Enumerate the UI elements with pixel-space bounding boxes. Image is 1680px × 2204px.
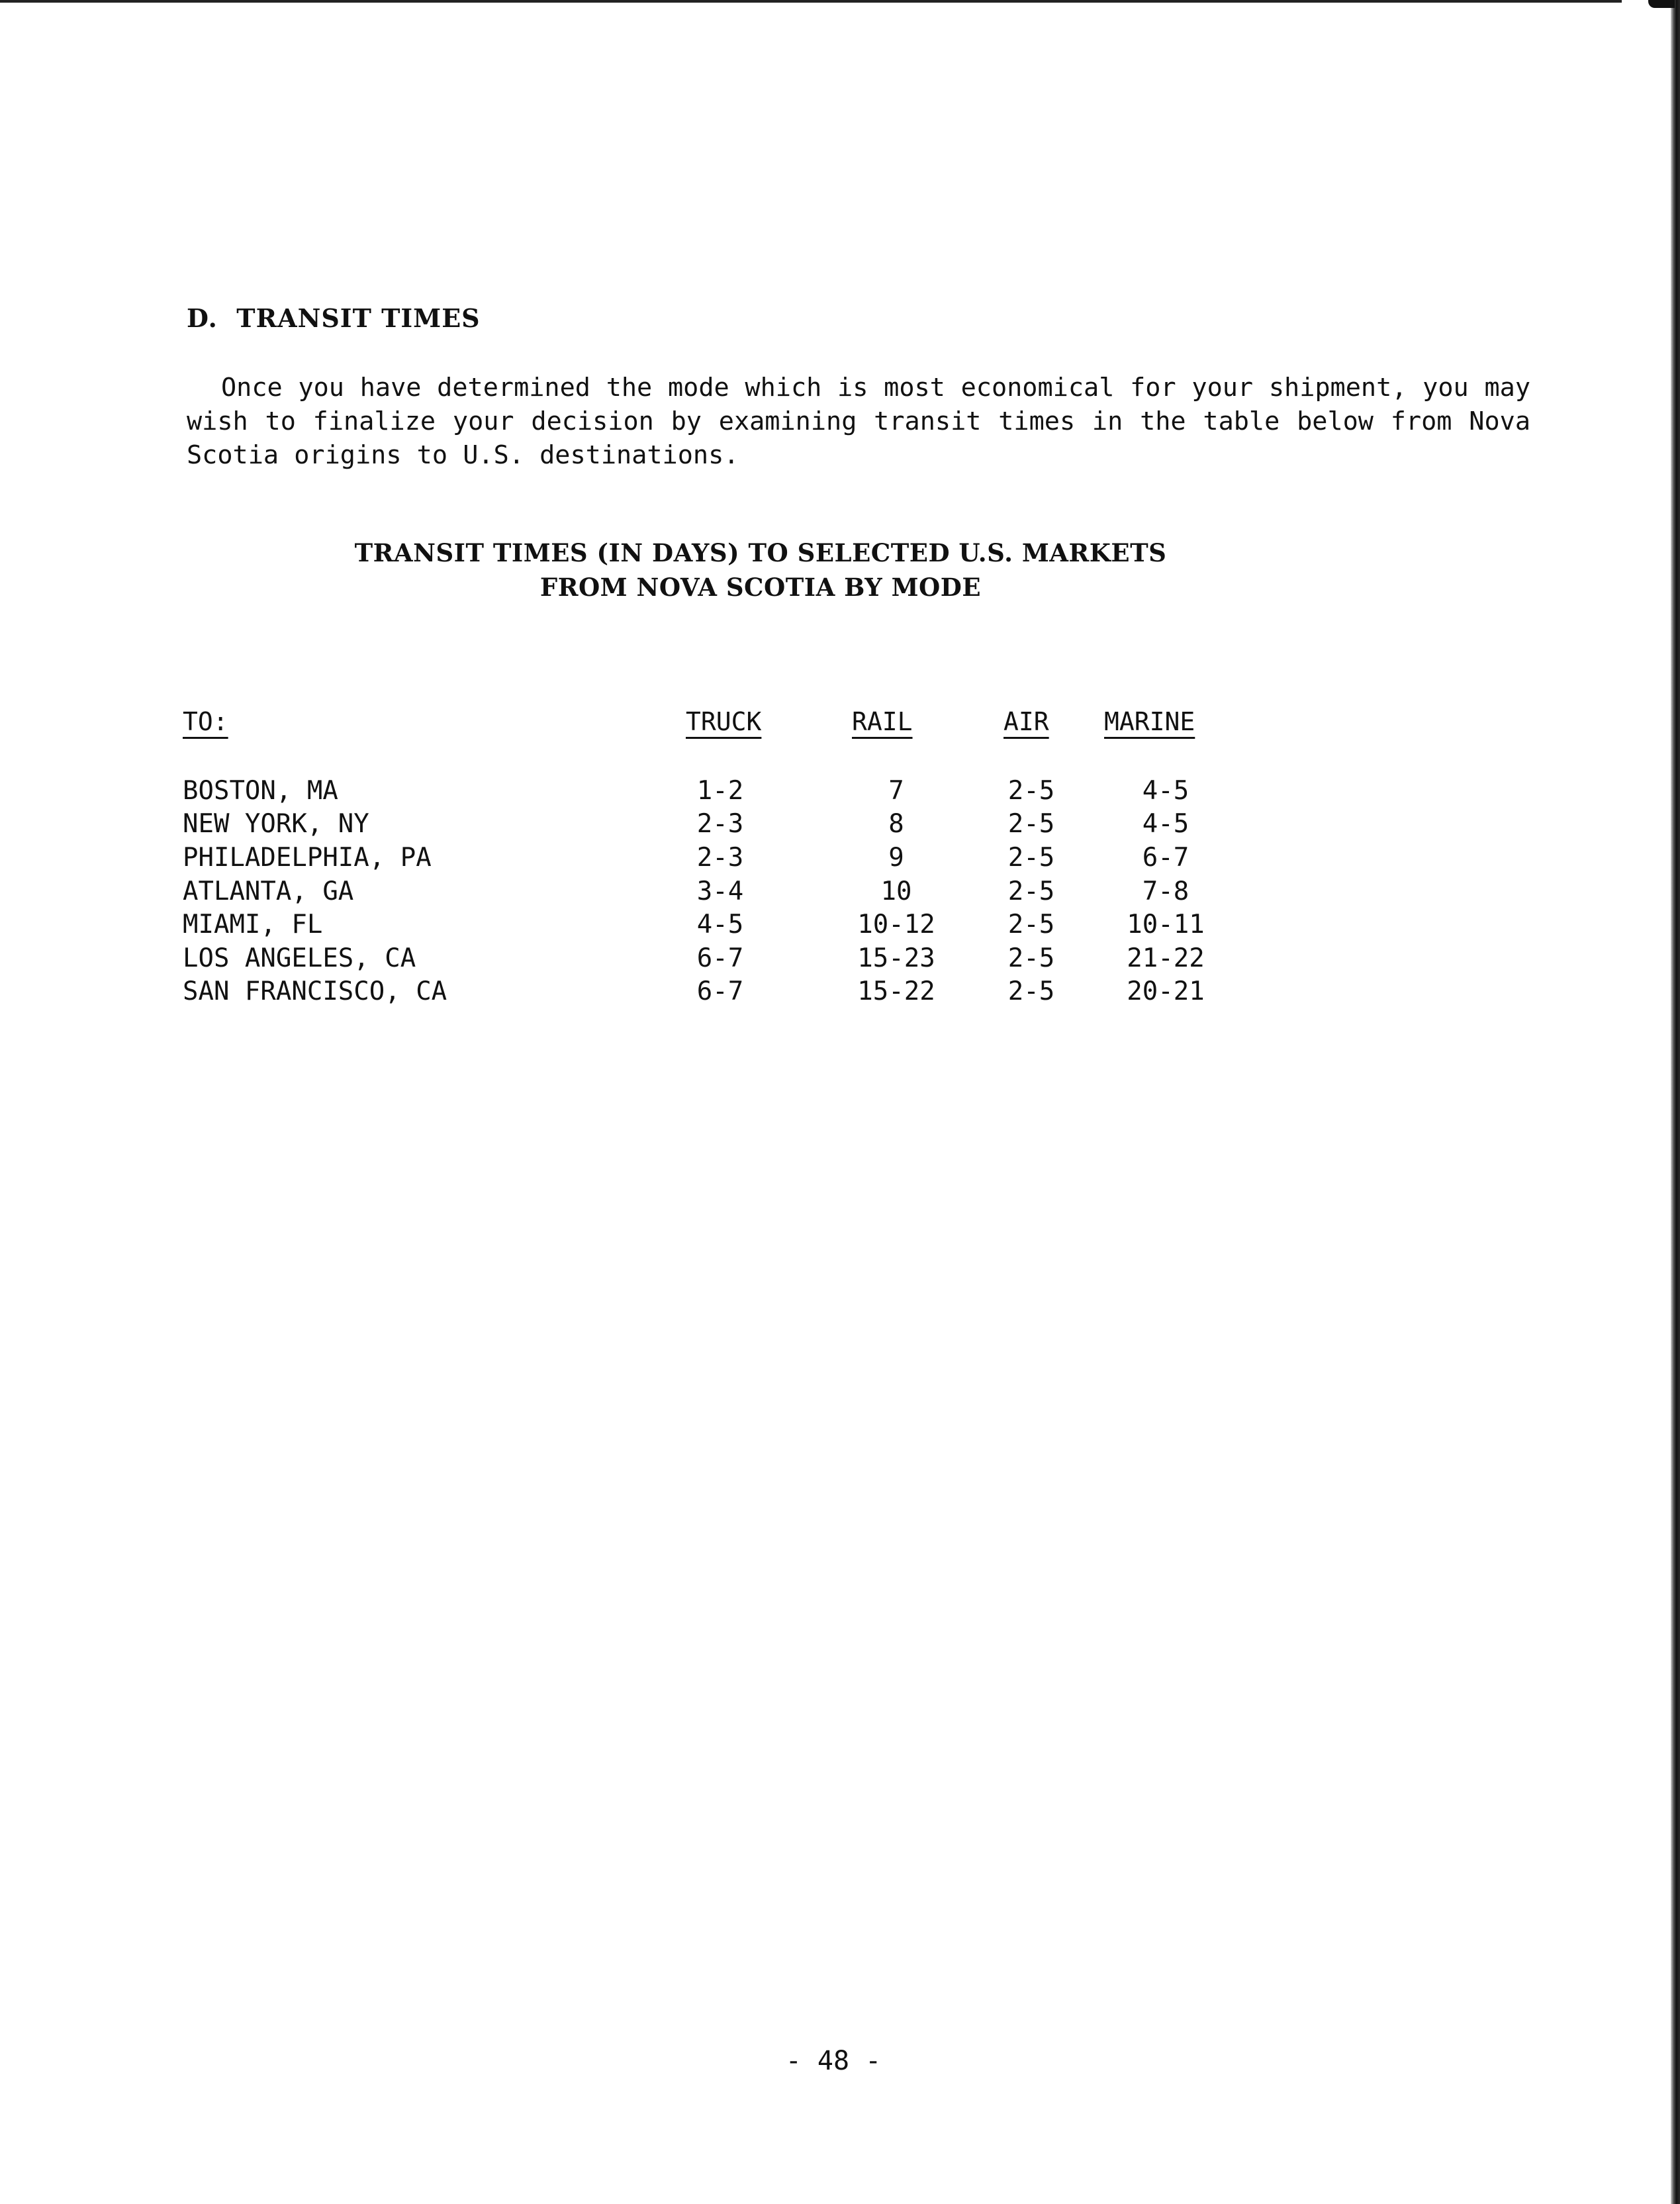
truck-cell: 2-3 — [696, 843, 744, 873]
marine-cell: 4-5 — [1142, 776, 1190, 806]
marine-cell: 6-7 — [1142, 843, 1190, 873]
page-number: - 48 - — [785, 2046, 882, 2076]
air-cell: 2-5 — [1007, 877, 1055, 906]
truck-cell: 6-7 — [696, 943, 744, 973]
destination-cell: LOS ANGELES, CA — [183, 943, 416, 973]
destination-cell: BOSTON, MA — [183, 776, 338, 806]
page-binding-edge — [1671, 0, 1680, 2204]
rail-cell: 10 — [880, 877, 912, 906]
column-header-air: AIR — [1003, 707, 1049, 736]
page-binding-cap — [1648, 0, 1675, 8]
truck-cell: 1-2 — [696, 776, 744, 806]
marine-cell: 20-21 — [1127, 977, 1205, 1006]
table-title-line-1: TRANSIT TIMES (IN DAYS) TO SELECTED U.S. MARKETS — [354, 538, 1167, 567]
rail-cell: 8 — [888, 809, 904, 839]
destination-cell: MIAMI, FL — [183, 910, 323, 939]
marine-cell: 4-5 — [1142, 809, 1190, 839]
destination-cell: SAN FRANCISCO, CA — [183, 977, 447, 1006]
column-header-to: TO: — [183, 707, 228, 736]
truck-cell: 3-4 — [696, 877, 744, 906]
air-cell: 2-5 — [1007, 943, 1055, 973]
truck-cell: 6-7 — [696, 977, 744, 1006]
destination-cell: PHILADELPHIA, PA — [183, 843, 432, 873]
marine-cell: 7-8 — [1142, 877, 1190, 906]
rail-cell: 10-12 — [857, 910, 935, 939]
column-header-rail: RAIL — [852, 707, 913, 736]
rail-cell: 15-23 — [857, 943, 935, 973]
air-cell: 2-5 — [1007, 977, 1055, 1006]
truck-cell: 4-5 — [696, 910, 744, 939]
truck-cell: 2-3 — [696, 809, 744, 839]
destination-cell: NEW YORK, NY — [183, 809, 369, 839]
air-cell: 2-5 — [1007, 776, 1055, 806]
rail-cell: 7 — [888, 776, 904, 806]
intro-paragraph: Once you have determined the mode which is most economical for your shipment, you may wish to finalize your decision by examining transit times in the table below from Nova Scotia origins to U.S. destinations. — [187, 373, 1530, 470]
air-cell: 2-5 — [1007, 843, 1055, 873]
air-cell: 2-5 — [1007, 809, 1055, 839]
rail-cell: 15-22 — [857, 977, 935, 1006]
section-heading: D. TRANSIT TIMES — [187, 303, 481, 333]
column-header-truck: TRUCK — [686, 707, 762, 736]
marine-cell: 21-22 — [1127, 943, 1205, 973]
destination-cell: ATLANTA, GA — [183, 877, 354, 906]
table-title-line-2: FROM NOVA SCOTIA BY MODE — [539, 573, 982, 602]
air-cell: 2-5 — [1007, 910, 1055, 939]
marine-cell: 10-11 — [1127, 910, 1205, 939]
rail-cell: 9 — [888, 843, 904, 873]
column-header-marine: MARINE — [1104, 707, 1195, 736]
top-border-rule — [0, 0, 1622, 3]
